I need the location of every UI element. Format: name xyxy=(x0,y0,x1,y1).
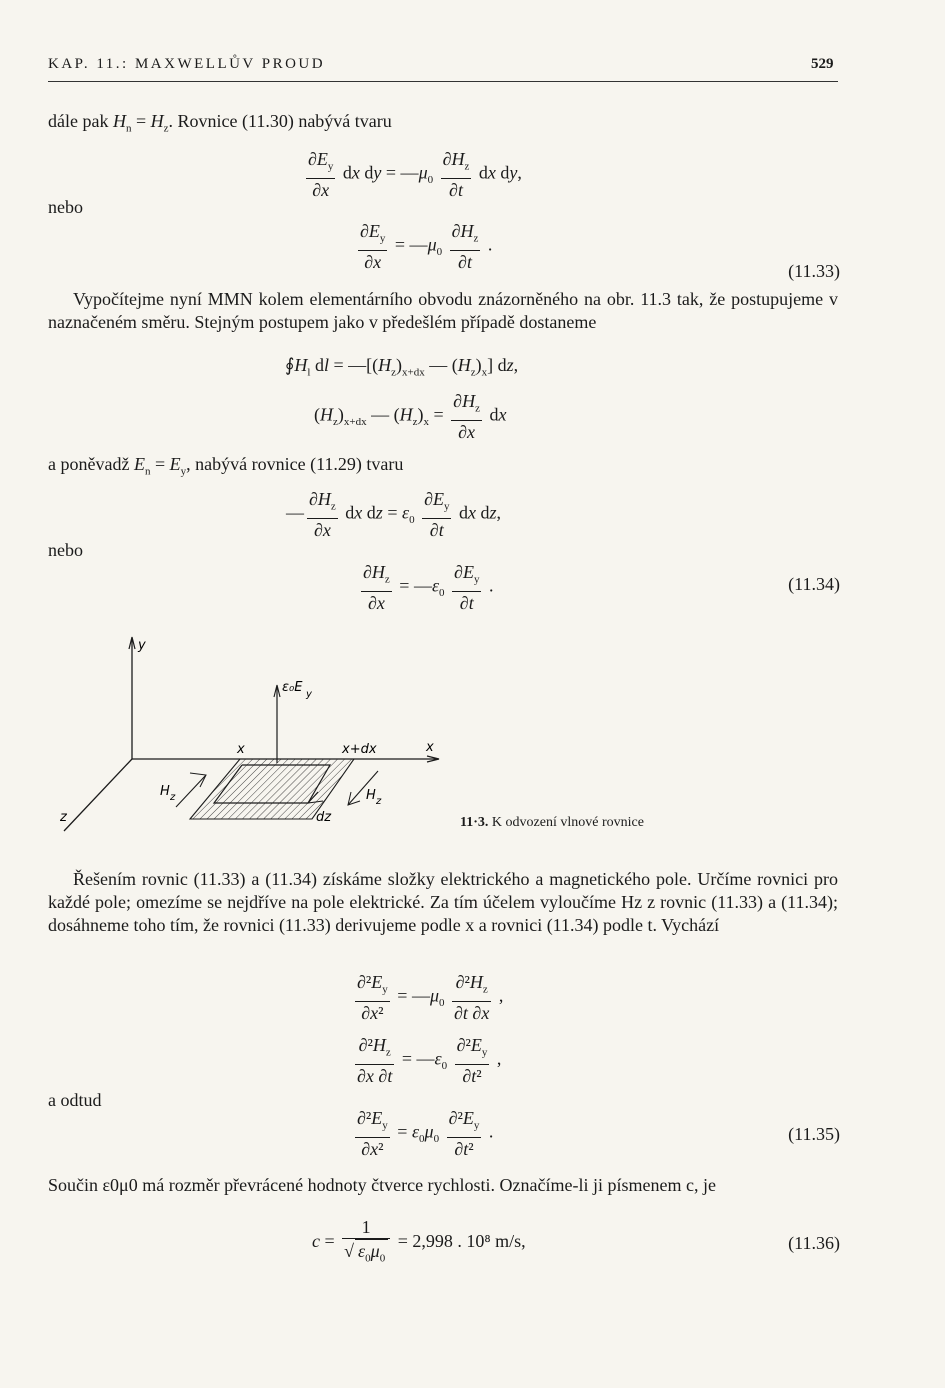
paragraph-intro: dále pak $H_n = H_z$. Rovnice (11.30) nabývá tvaru xyxy=(48,111,392,135)
a-odtud: a odtud xyxy=(48,1090,102,1110)
equation-difference: $(H_z)_{x+dx}$ — $(H_z)_x$ = $\frac{\partial H_z}{\partial x}$ dx xyxy=(314,391,507,442)
label-hz-right-sub: z xyxy=(376,796,382,807)
label-hz-left: H xyxy=(160,784,170,799)
equation-circulation: $∮H_l$ dl = $—[(H_z)_{x+dx}$ — $(H_z)_x$] dz, xyxy=(285,355,519,379)
label-x-position: x xyxy=(237,742,245,757)
paragraph-speed: Součin ε0μ0 má rozměr převrácené hodnoty čtverce rychlosti. Označíme-li ji písmenem c, je xyxy=(48,1175,716,1195)
equation-second-derivative-e: $\frac{\partial^2E_y}{\text{∂x²}}$ = $—\mu_0$ $\frac{\partial^2H_z}{\partial t \partial x}$ , xyxy=(357,972,504,1023)
equation-11-36: c = $\frac{1}{√ \varepsilon_0\mu_0}$ = 2,998 . 10⁸ m/s, xyxy=(312,1216,526,1270)
header-rule xyxy=(48,81,838,82)
paragraph-en-ey: a poněvadž $E_n = E_y$, nabývá rovnice (11.29) tvaru xyxy=(48,454,404,478)
equation-number-11-35: (11.35) xyxy=(788,1124,840,1144)
label-z: z xyxy=(60,810,67,825)
equation-11-33: $\frac{\partial E_y}{\partial x}$ = $—\mu_0$ $\frac{\partial H_z}{\partial t}$ . xyxy=(360,221,493,272)
en-ey-tail: , nabývá rovnice (11.29) tvaru xyxy=(186,454,404,474)
label-dz: dz xyxy=(316,810,332,825)
running-head: KAP. 11.: MAXWELLŮV PROUD xyxy=(48,56,326,72)
paragraph-mmn: Vypočítejme nyní MMN kolem elementárního obvodu znázorněného na obr. 11.3 tak, že postupujeme v naznačeném směru. Stejným postupem jako v předešlém případě dostaneme xyxy=(48,289,838,332)
label-y: y xyxy=(138,638,146,653)
figure-caption xyxy=(460,815,644,831)
speed-of-light-value: = 2,998 . 10⁸ m/s, xyxy=(397,1230,526,1251)
z-axis xyxy=(64,759,132,831)
label-eps-e: ε₀E xyxy=(282,680,303,695)
paragraph-solution: Řešením rovnic (11.33) a (11.34) získáme složky elektrického a magnetického pole. Určíme rovnici pro každé pole; omezíme se nejdříve na pole elektrické. Za tím účelem vyloučíme Hz z rovnic (11.33) a (11.34); dosáhneme toho tím, že rovnici (11.33) derivujeme podle x a rovnici (11.34) podle t. Vychází xyxy=(48,869,838,935)
en-ey-lead: a poněvadž xyxy=(48,454,130,474)
equation-second-derivative-h: $\frac{\partial^2H_z}{\partial x \partial t}$ = $—\varepsilon_0$ $\frac{\partial^2E_y}{\text{∂t²}}$ , xyxy=(357,1035,502,1086)
label-x-axis: x xyxy=(426,740,434,755)
equation-number-11-33: (11.33) xyxy=(788,261,840,281)
label-hz-left-sub: z xyxy=(170,792,176,803)
label-eps-e-sub: y xyxy=(306,689,312,700)
label-hz-right: H xyxy=(366,788,376,803)
figure-caption-number: 11·3. xyxy=(460,815,489,830)
nebo-2: nebo xyxy=(48,540,83,560)
equation-number-11-36: (11.36) xyxy=(788,1233,840,1253)
intro-tail: . Rovnice (11.30) nabývá tvaru xyxy=(168,111,392,131)
hz-left-vector xyxy=(176,775,206,807)
nebo-1: nebo xyxy=(48,197,83,217)
equation-number-11-34: (11.34) xyxy=(788,574,840,594)
equation-11-34: $\frac{\partial H_z}{\partial x}$ = $—\varepsilon_0$ $\frac{\partial E_y}{\partial t}$ . xyxy=(363,562,494,613)
equation-11-35: $\frac{\partial^2E_y}{\text{∂x²}}$ = $\varepsilon_0\mu_0$ $\frac{\partial^2E_y}{\text{∂t²}}$ . xyxy=(357,1108,494,1159)
intro-lead: dále pak xyxy=(48,111,109,131)
equation-flux-magnetic: — $\frac{\partial H_z}{\partial x}$ dx dz = $\varepsilon_0$ $\frac{\partial E_y}{\partial t}$ dx dz, xyxy=(286,489,501,540)
equation-flux-electric: $\frac{\partial E_y}{\partial x}$ dx dy = $—\mu_0$ $\frac{\partial H_z}{\partial t}$ dx dy, xyxy=(308,149,522,200)
figure-caption-text: K odvození vlnové rovnice xyxy=(491,815,644,830)
page-number: 529 xyxy=(811,56,834,72)
label-x-plus-dx: x+dx xyxy=(342,742,377,757)
figure-11-3 xyxy=(40,625,480,855)
